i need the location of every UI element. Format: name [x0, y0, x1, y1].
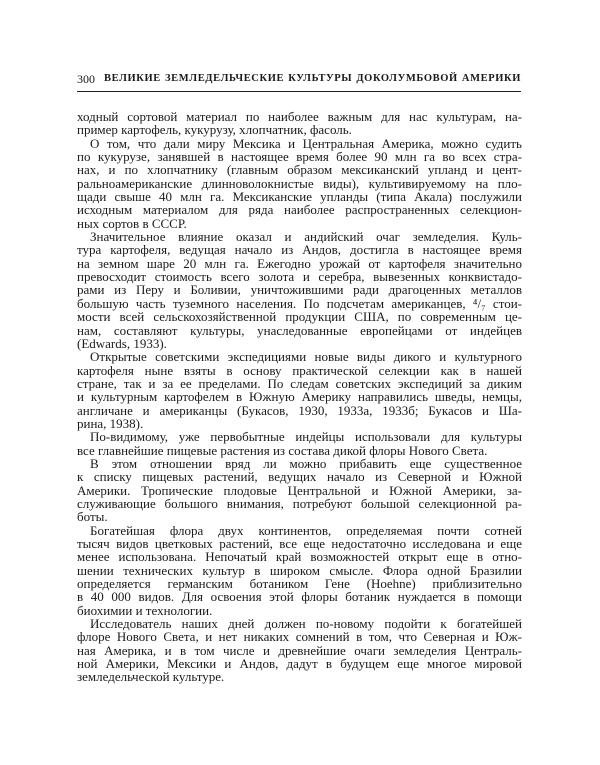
- text-line: рами из Перу и Боливии, уничтожившими ради драгоценных металлов: [77, 282, 522, 298]
- running-header: [77, 73, 521, 87]
- text-line: (Edwards, 1933).: [77, 335, 167, 351]
- text-line: Богатейшая флора двух континентов, определяемая почти сотней: [90, 522, 522, 538]
- text-line: к списку пищевых растений, ведущих начало из Северной и Южной: [77, 469, 522, 485]
- text-line: англичане и американцы (Букасов, 1930, 1933а, 1933б; Букасов и Ша-: [77, 402, 522, 418]
- page-number: 300: [77, 72, 95, 86]
- text-line: ная Америка, и в том числе и древнейшие очаги земледелия Централь-: [77, 642, 522, 658]
- text-line: биохимии и технологии.: [77, 602, 213, 618]
- body-text: [77, 110, 522, 684]
- text-line: щади свыше 40 млн га. Мексиканские упланды (типа Акала) послужили: [77, 189, 522, 205]
- text-line: В этом отношении вряд ли можно прибавить еще существенное: [90, 455, 522, 471]
- text-line: рина, 1938).: [77, 415, 144, 431]
- text-line: и культурным картофелем в Южную Америку направились шведы, немцы,: [77, 389, 522, 405]
- text-line: нам, составляют культуры, унаследованные европейцами от индейцев: [77, 322, 522, 338]
- text-line: О том, что дали миру Мексика и Центральная Америка, можно судить: [90, 135, 522, 151]
- text-line: тура картофеля, ведущая начало из Андов, достигла в настоящее время: [77, 242, 522, 258]
- text-line: по кукурузе, занявшей в настоящее время более 90 млн га во всех стра-: [77, 149, 522, 165]
- text-line: нах, и по хлопчатнику (главным образом мексиканский упланд и цент-: [77, 162, 522, 178]
- text-line: шении технических культур в широком смысле. Флора одной Бразилии: [77, 562, 522, 578]
- text-line: исходным материалом для ряда наиболее распространенных селекцион-: [77, 202, 522, 218]
- text-line: превосходит стоимость всего золота и серебра, вывезенных конквистадо-: [77, 269, 522, 285]
- text-line: боты.: [77, 509, 108, 525]
- text-line: ной Америки, Мексики и Андов, дадут в будущем еще многое мировой: [77, 656, 522, 672]
- text-line: флоре Нового Света, и нет никаких сомнений в том, что Северная и Юж-: [77, 629, 522, 645]
- text-line: стране, так и за ее пределами. По следам советских экспедиций за диким: [77, 375, 522, 391]
- text-line: на земном шаре 20 млн га. Ежегодно урожай от картофеля значительно: [77, 255, 522, 271]
- text-line: картофеля ныне взяты в основу практической селекции как в нашей: [77, 362, 522, 378]
- text-line: земледельческой культуре.: [77, 669, 225, 685]
- text-line: Исследователь наших дней должен по-новому подойти к богатейшей: [90, 616, 522, 632]
- text-line: пример картофель, кукурузу, хлопчатник, фасоль.: [77, 122, 352, 138]
- text-line: ных сортов в СССР.: [77, 215, 187, 231]
- text-line: По-видимому, уже первобытные индейцы использовали для культуры: [90, 429, 522, 445]
- text-line: мости всей сельскохозяйственной продукции США, по современным це-: [77, 309, 522, 325]
- header-rule: [77, 91, 521, 92]
- text-line: ральноамериканские длинноволокнистые виды), культивируемому на пло-: [77, 175, 522, 191]
- text-line: определяется германским ботаником Гене (Hoehne) приблизительно: [77, 576, 522, 592]
- text-line: все главнейшие пищевые растения из состава дикой флоры Нового Света.: [77, 442, 488, 458]
- text-line: Америки. Тропические плодовые Центральной и Южной Америки, за-: [77, 482, 522, 498]
- text-line: в 40 000 видов. Для освоения этой флоры ботаник нуждается в помощи: [77, 589, 522, 605]
- text-line: тысяч видов цветковых растений, все еще недостаточно исследована и еще: [77, 536, 522, 551]
- text-line: большую часть туземного населения. По подсчетам американцев, ⁴/₇ стои-: [77, 295, 522, 311]
- text-line: менее использована. Непочатый край возможностей открыт еще в отно-: [77, 549, 522, 565]
- text-line: ходный сортовой материал по наиболее важным для нас культурам, на-: [77, 109, 522, 124]
- text-line: Открытые советскими экспедициями новые виды дикого и культурного: [90, 349, 522, 365]
- running-title: ВЕЛИКИЕ ЗЕМЛЕДЕЛЬЧЕСКИЕ КУЛЬТУРЫ ДОКОЛУМБОВОЙ АМЕРИКИ: [104, 73, 521, 84]
- text-line: служивающие большого внимания, потребуют большой селекционной ра-: [77, 495, 522, 511]
- text-line: Значительное влияние оказал и андийский очаг земледелия. Куль-: [90, 229, 522, 245]
